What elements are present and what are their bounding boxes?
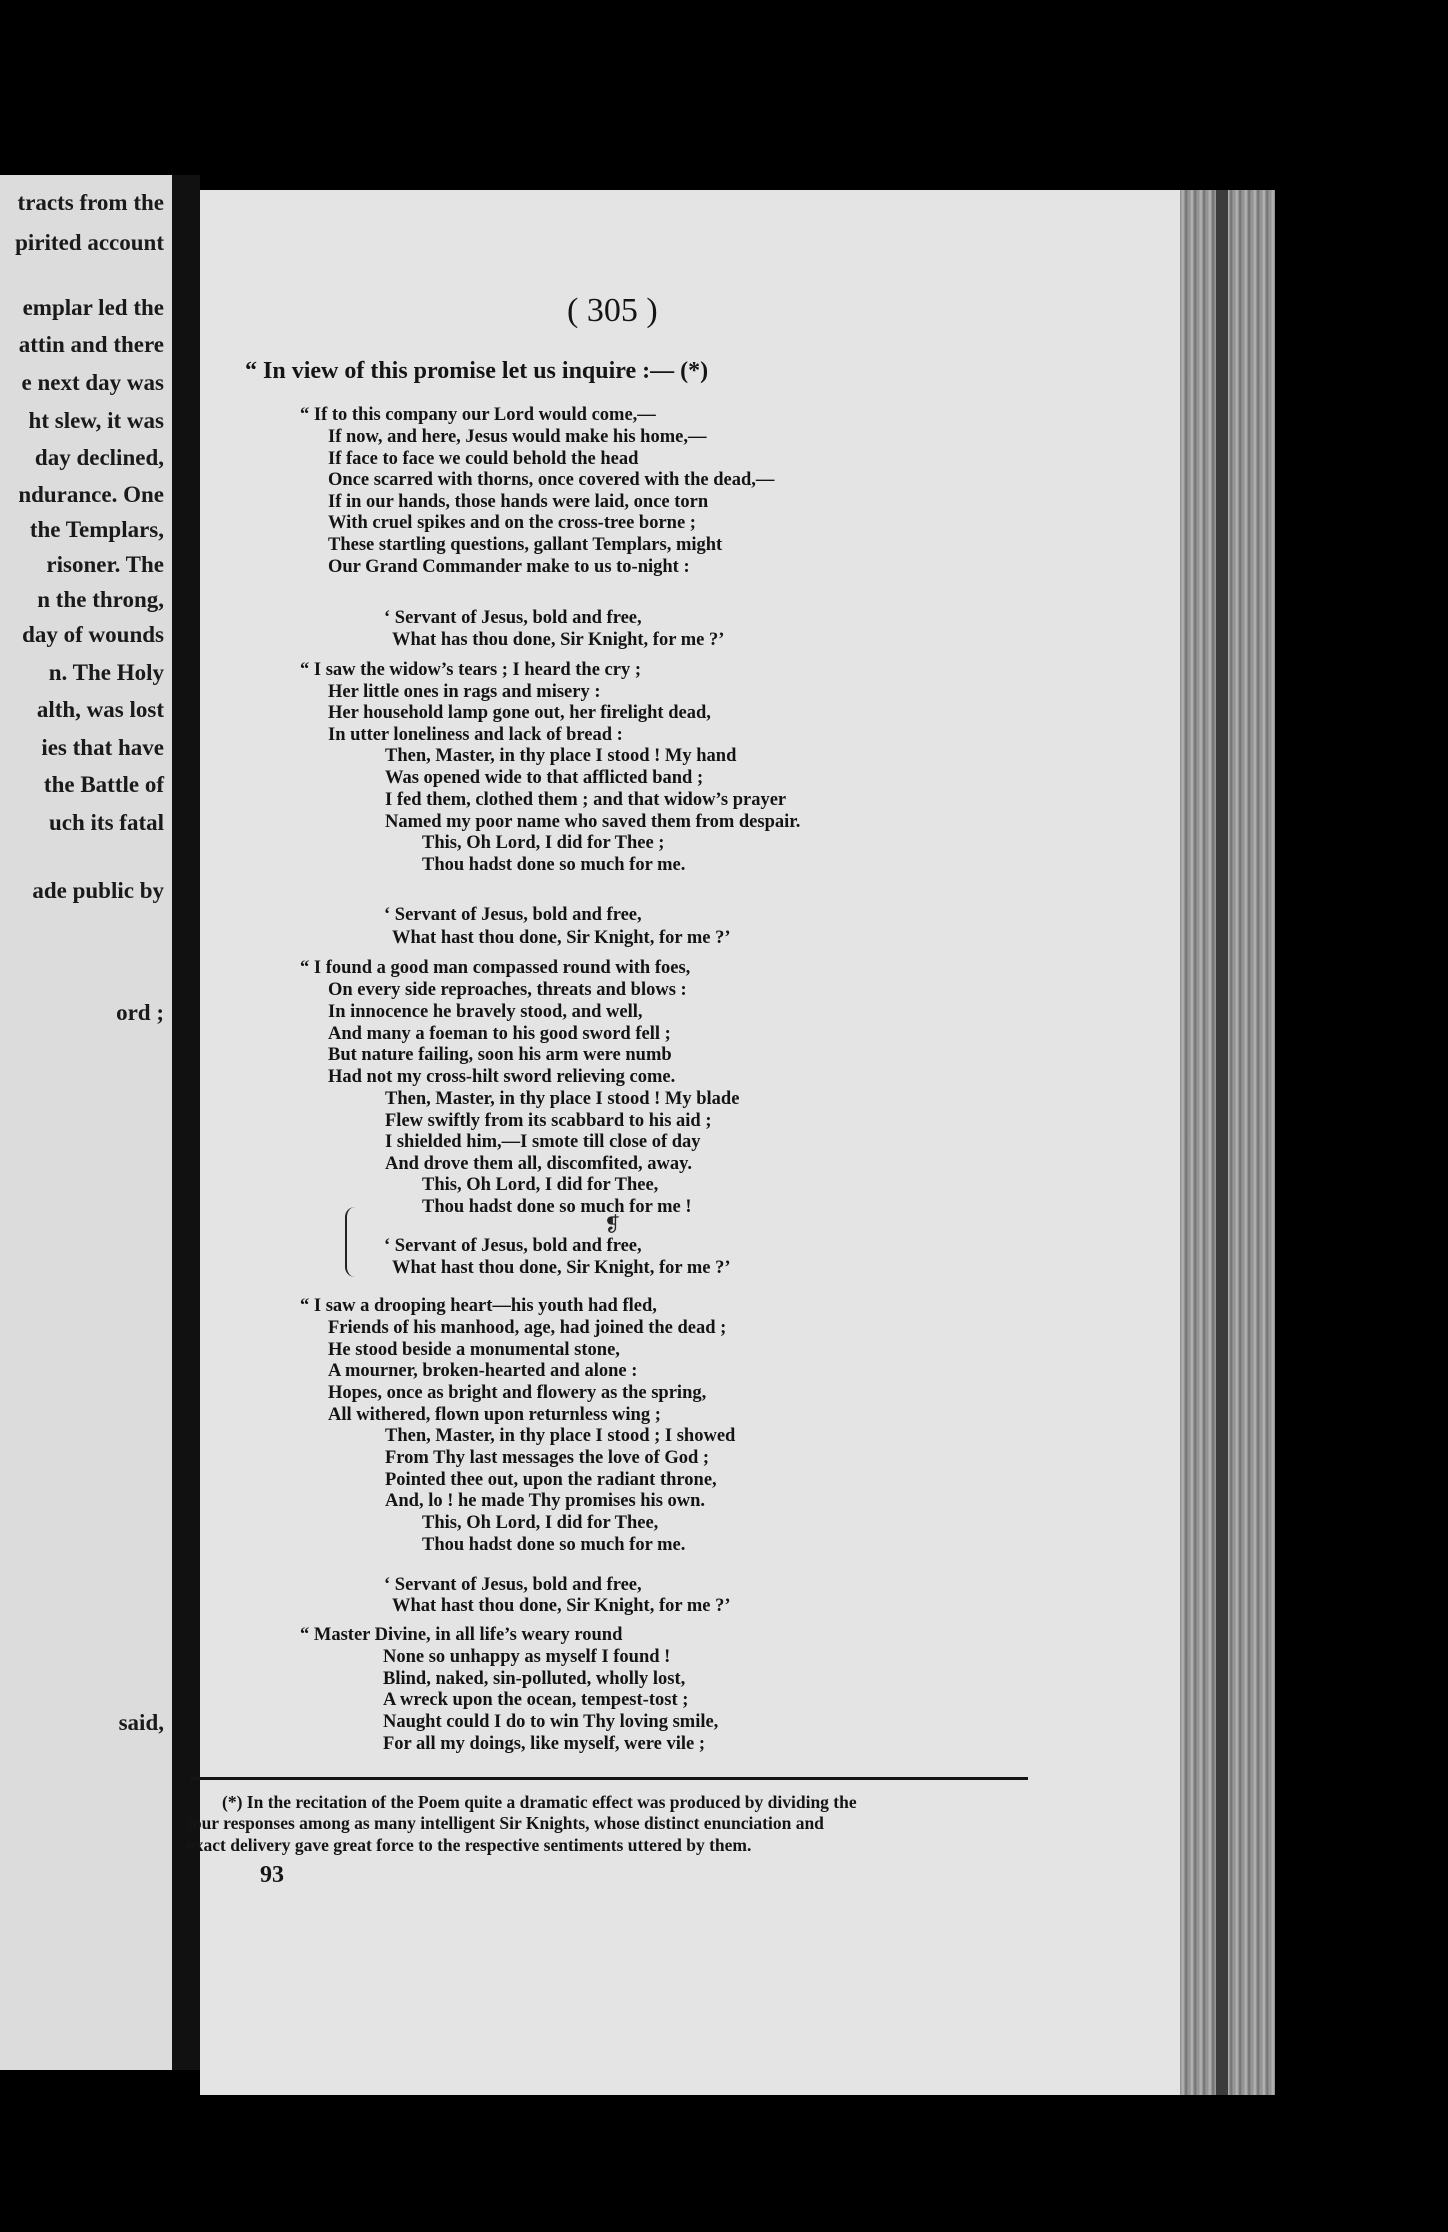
left-page-line: n the throng,: [37, 587, 164, 612]
poem-line: And many a foeman to his good sword fell ;: [328, 1024, 671, 1044]
poem-line: I fed them, clothed them ; and that widow’s prayer: [385, 790, 787, 810]
poem-line: ‘ Servant of Jesus, bold and free,: [384, 905, 642, 925]
poem-line: If now, and here, Jesus would make his home,—: [328, 427, 707, 447]
left-page-line: ht slew, it was: [28, 408, 164, 433]
left-page-line: said,: [118, 1710, 164, 1735]
poem-line: This, Oh Lord, I did for Thee,: [422, 1513, 659, 1533]
poem-line: And, lo ! he made Thy promises his own.: [385, 1491, 706, 1511]
left-page-line: attin and there: [18, 332, 164, 357]
poem-line: Her household lamp gone out, her firelight dead,: [328, 703, 711, 723]
poem-line: “ If to this company our Lord would come,—: [300, 405, 656, 425]
poem-line: “ I saw the widow’s tears ; I heard the cry ;: [300, 660, 642, 680]
poem-line: Was opened wide to that afflicted band ;: [385, 768, 704, 788]
poem-line: These startling questions, gallant Templars, might: [328, 535, 723, 555]
left-page-line: day declined,: [34, 445, 164, 470]
left-page-line: ord ;: [116, 1000, 164, 1025]
left-page-line: n. The Holy: [48, 660, 164, 685]
poem-line: This, Oh Lord, I did for Thee ;: [422, 833, 665, 853]
signature-mark: 93: [260, 1862, 284, 1888]
poem-line: If face to face we could behold the head: [328, 449, 639, 469]
poem-line: With cruel spikes and on the cross-tree borne ;: [328, 513, 696, 533]
poem-line: What hast thou done, Sir Knight, for me ?’: [392, 1596, 731, 1616]
poem-line: In utter loneliness and lack of bread :: [328, 725, 623, 745]
page-number: ( 305 ): [567, 292, 658, 329]
footnote-line: four responses among as many intelligent Sir Knights, whose distinct enunciation and: [187, 1813, 824, 1833]
poem-line: This, Oh Lord, I did for Thee,: [422, 1175, 659, 1195]
poem-line: He stood beside a monumental stone,: [328, 1340, 620, 1360]
poem-line: Blind, naked, sin-polluted, wholly lost,: [383, 1669, 686, 1689]
poem-line: A wreck upon the ocean, tempest-tost ;: [383, 1690, 689, 1710]
section-heading: “ In view of this promise let us inquire :— (*): [245, 358, 709, 384]
left-page-line: day of wounds: [22, 622, 164, 647]
poem-line: On every side reproaches, threats and blows :: [328, 980, 687, 1000]
left-page-line: ies that have: [41, 735, 164, 760]
poem-line: And drove them all, discomfited, away.: [385, 1154, 692, 1174]
poem-line: A mourner, broken-hearted and alone :: [328, 1361, 638, 1381]
left-page-line: alth, was lost: [36, 697, 164, 722]
poem-line: Had not my cross-hilt sword relieving come.: [328, 1067, 676, 1087]
poem-line: Thou hadst done so much for me.: [422, 855, 686, 875]
poem-line: What hast thou done, Sir Knight, for me ?’: [392, 928, 731, 948]
poem-line: Her little ones in rags and misery :: [328, 682, 601, 702]
poem-line: I shielded him,—I smote till close of day: [385, 1132, 701, 1152]
left-page-line: emplar led the: [22, 295, 164, 320]
poem-line: None so unhappy as myself I found !: [383, 1647, 671, 1667]
poem-line: But nature failing, soon his arm were numb: [328, 1045, 672, 1065]
poem-line: In innocence he bravely stood, and well,: [328, 1002, 643, 1022]
poem-line: “ I saw a drooping heart—his youth had fled,: [300, 1296, 657, 1316]
poem-line: What hast thou done, Sir Knight, for me ?’: [392, 1258, 731, 1278]
poem-line: For all my doings, like myself, were vile ;: [383, 1734, 705, 1754]
poem-line: ‘ Servant of Jesus, bold and free,: [384, 1575, 642, 1595]
poem-line: Then, Master, in thy place I stood ! My hand: [385, 746, 737, 766]
left-page-line: pirited account: [15, 230, 164, 255]
left-page-line: e next day was: [21, 370, 164, 395]
left-page-line: uch its fatal: [49, 810, 164, 835]
poem-line: Then, Master, in thy place I stood ; I showed: [385, 1426, 736, 1446]
poem-line: Then, Master, in thy place I stood ! My blade: [385, 1089, 740, 1109]
poem-line: Once scarred with thorns, once covered with the dead,—: [328, 470, 775, 490]
poem-line: ‘ Servant of Jesus, bold and free,: [384, 1236, 642, 1256]
ornament-mark: ❡: [604, 1212, 621, 1236]
poem-line: Friends of his manhood, age, had joined the dead ;: [328, 1318, 727, 1338]
poem-line: Flew swiftly from its scabbard to his aid ;: [385, 1111, 712, 1131]
poem-line: If in our hands, those hands were laid, once torn: [328, 492, 709, 512]
poem-line: Our Grand Commander make to us to-night :: [328, 557, 690, 577]
poem-line: Naught could I do to win Thy loving smile,: [383, 1712, 719, 1732]
book-gutter: [172, 175, 200, 2070]
poem-line: Thou hadst done so much for me.: [422, 1535, 686, 1555]
poem-line: What has thou done, Sir Knight, for me ?’: [392, 630, 725, 650]
left-page-line: the Battle of: [43, 772, 164, 797]
poem-line: All withered, flown upon returnless wing ;: [328, 1405, 661, 1425]
page-edge-shadow: [1216, 190, 1228, 2095]
poem-line: “ I found a good man compassed round with foes,: [300, 958, 691, 978]
left-page-line: ade public by: [32, 878, 164, 903]
footnote-line: exact delivery gave great force to the respective sentiments uttered by them.: [187, 1835, 752, 1855]
footnote-rule: [190, 1777, 1028, 1780]
left-page-line: ndurance. One: [18, 482, 164, 507]
poem-line: Hopes, once as bright and flowery as the spring,: [328, 1383, 707, 1403]
poem-line: “ Master Divine, in all life’s weary round: [300, 1625, 623, 1645]
left-page-line: risoner. The: [46, 552, 164, 577]
left-page-line: tracts from the: [17, 190, 164, 215]
footnote-line: (*) In the recitation of the Poem quite a dramatic effect was produced by dividing the: [222, 1792, 857, 1812]
poem-line: Named my poor name who saved them from despair.: [385, 812, 801, 832]
poem-line: Pointed thee out, upon the radiant throne,: [385, 1470, 717, 1490]
left-facing-page: [0, 175, 172, 2070]
poem-line: Thou hadst done so much for me !: [422, 1197, 692, 1217]
left-page-line: the Templars,: [29, 517, 164, 542]
margin-bracket-mark: [345, 1207, 361, 1277]
poem-line: From Thy last messages the love of God ;: [385, 1448, 710, 1468]
poem-line: ‘ Servant of Jesus, bold and free,: [384, 608, 642, 628]
